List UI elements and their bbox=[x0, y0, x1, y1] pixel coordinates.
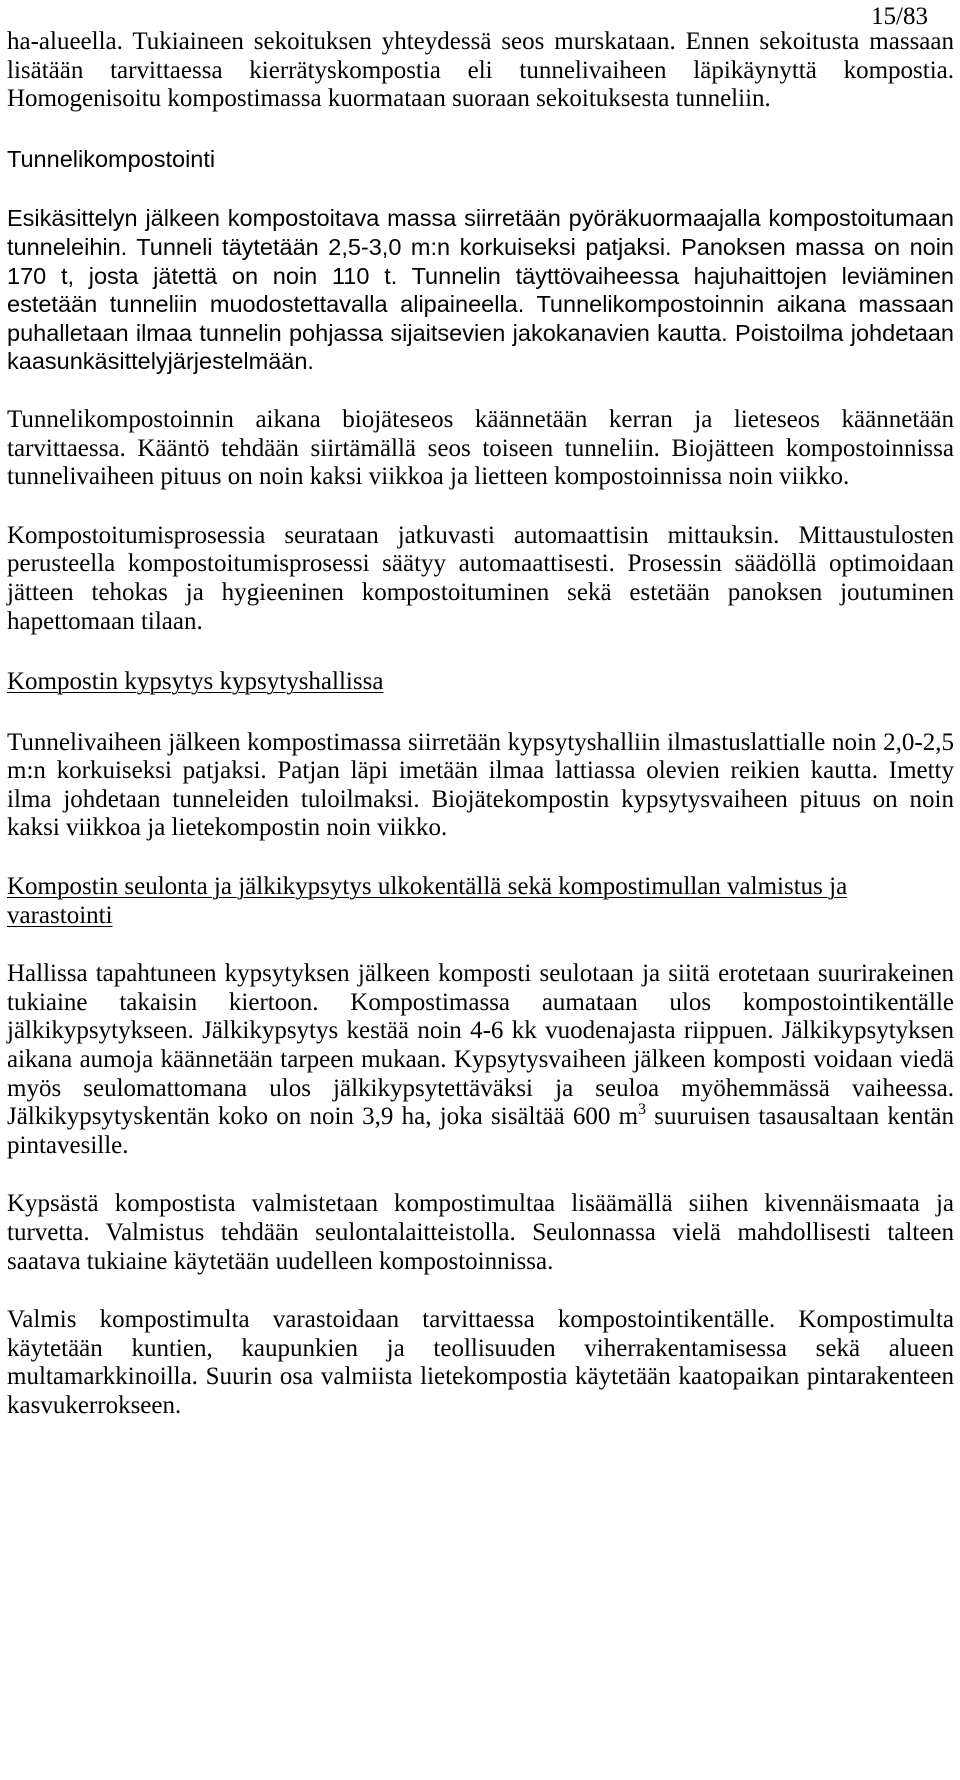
compost-soil-paragraph: Kypsästä kompostista valmistetaan kompostimultaa lisäämällä siihen kivennäismaata ja turvetta. Valmistus tehdään seulontalaitteistolla. Seulonnassa vielä mahdollisesti talteen saatava tukiaine käytetään uudelleen kompostoinnissa. bbox=[7, 1190, 954, 1275]
intro-paragraph: ha-alueella. Tukiaineen sekoituksen yhteydessä seos murskataan. Ennen sekoitusta massaan lisätään tarvittaessa kierrätyskompostia eli tunnelivaiheen läpikäynyttä kompostia. Homogenisoitu kompostimassa kuormataan suoraan sekoituksesta tunneliin. bbox=[7, 28, 954, 113]
maturation-paragraph: Tunnelivaiheen jälkeen kompostimassa siirretään kypsytyshalliin ilmastuslattialle noin 2,0-2,5 m:n korkuiseksi patjaksi. Patjan läpi imetään ilmaa lattiassa olevien reikien kautta. Imetty ilma johdetaan tunneleiden tuloilmaksi. Biojätekompostin kypsytysvaiheen pituus on noin kaksi viikkoa ja lietekompostin noin viikko. bbox=[7, 728, 954, 842]
screening-paragraph-text: Hallissa tapahtuneen kypsytyksen jälkeen komposti seulotaan ja siitä erotetaan suurirakeinen tukiaine takaisin kiertoon. Kompostimassa aumataan ulos kompostointikentälle jälkikypsytykseen. Jälkikypsytys kestää noin 4-6 kk vuodenajasta riippuen. Jälkikypsytyksen aikana aumoja käännetään tarpeen mukaan. Kypsytysvaiheen jälkeen komposti voidaan viedä myös seulomattomana ulos jälkikypsytettäväksi ja seuloa myöhemmässä vaiheessa. Jälkikypsytyskentän koko on noin 3,9 ha, joka sisältää 600 m bbox=[7, 960, 954, 1131]
screening-paragraph bbox=[7, 960, 954, 1160]
section-heading-tunnel-composting: Tunnelikompostointi bbox=[7, 145, 216, 172]
screening-paragraph-text-end: suuruisen tasausaltaan kentän pintavesille. bbox=[7, 1103, 954, 1159]
section-heading-maturation-hall: Kompostin kypsytys kypsytyshallissa bbox=[7, 668, 384, 696]
cubic-superscript: 3 bbox=[638, 1101, 647, 1119]
storage-paragraph: Valmis kompostimulta varastoidaan tarvittaessa kompostointikentälle. Kompostimulta käytetään kuntien, kaupunkien ja teollisuuden viherrakentamisessa sekä alueen multamarkkinoilla. Suurin osa valmiista lietekompostia käytetään kaatopaikan pintarakenteen kasvukerrokseen. bbox=[7, 1306, 954, 1419]
turning-paragraph: Tunnelikompostoinnin aikana biojäteseos käännetään kerran ja lieteseos käännetään tarvittaessa. Kääntö tehdään siirtämällä seos toiseen tunneliin. Biojätteen kompostoinnissa tunnelivaiheen pituus on noin kaksi viikkoa ja lietteen kompostoinnissa noin viikko. bbox=[7, 405, 954, 491]
section-heading-screening-and-storage: Kompostin seulonta ja jälkikypsytys ulkokentällä sekä kompostimullan valmistus ja varastointi bbox=[7, 873, 848, 929]
page-number: 15/83 bbox=[871, 3, 928, 30]
monitoring-paragraph: Kompostoitumisprosessia seurataan jatkuvasti automaattisin mittauksin. Mittaustulosten perusteella kompostoitumisprosessi säätyy automaattisesti. Prosessin säädöllä optimoidaan jätteen tehokas ja hygieeninen kompostoituminen sekä estetään panoksen joutuminen hapettomaan tilaan. bbox=[7, 521, 954, 635]
page-content bbox=[7, 28, 954, 1421]
tunnel-composting-paragraph: Esikäsittelyn jälkeen kompostoitava massa siirretään pyöräkuormaajalla kompostoitumaan tunneleihin. Tunneli täytetään 2,5-3,0 m:n korkuiseksi patjaksi. Panoksen massa on noin 170 t, josta jätettä on noin 110 t. Tunnelin täyttövaiheessa hajuhaittojen leviäminen estetään tunneliin muodostettavalla alipaineella. Tunnelikompostoinnin aikana massaan puhalletaan ilmaa tunnelin pohjassa sijaitsevien jakokanavien kautta. Poistoilma johdetaan kaasunkäsittelyjärjestelmään. bbox=[7, 205, 954, 375]
